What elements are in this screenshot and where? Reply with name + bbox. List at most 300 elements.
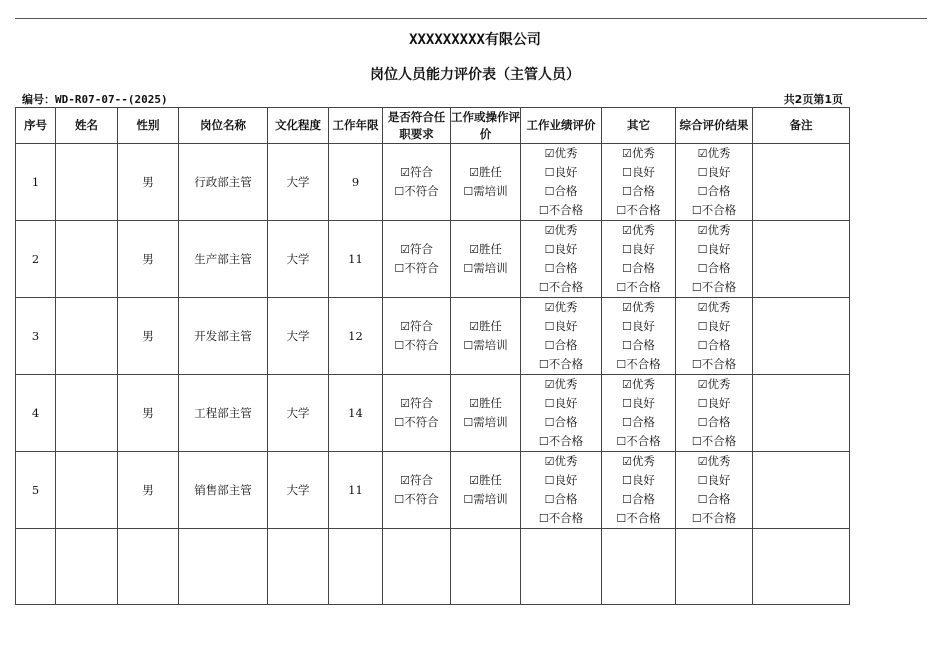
performance-option[interactable] (539, 144, 583, 163)
other-option[interactable] (616, 221, 660, 240)
performance-option-label: 不合格 (548, 280, 584, 294)
other-option-label: 合格 (631, 184, 655, 198)
checked-box-icon[interactable]: ☑ (400, 320, 410, 333)
cell-position: 行政部主管 (179, 144, 268, 221)
col-header-name: 姓名 (56, 108, 118, 144)
performance-option-label: 不合格 (548, 203, 584, 217)
cell-qualify (383, 221, 451, 298)
overall-option[interactable] (692, 394, 736, 413)
checkbox-icon[interactable]: ☐ (394, 185, 405, 198)
overall-option[interactable] (692, 259, 736, 278)
other-option[interactable] (616, 201, 660, 220)
overall-option-label: 优秀 (707, 223, 731, 237)
overall-option[interactable] (692, 317, 736, 336)
table-row (16, 298, 850, 375)
overall-option[interactable] (692, 298, 736, 317)
performance-option-label: 合格 (554, 415, 578, 429)
checkbox-icon[interactable]: ☐ (622, 185, 632, 198)
checkbox-icon[interactable]: ☐ (463, 493, 474, 506)
empty-cell[interactable] (329, 529, 383, 605)
qualify-option-label: 不符合 (404, 415, 439, 429)
checkbox-icon[interactable]: ☐ (463, 339, 474, 352)
operation-option-label: 需培训 (473, 184, 508, 198)
other-option[interactable] (616, 336, 660, 355)
cell-gender: 男 (118, 375, 179, 452)
empty-cell[interactable] (676, 529, 753, 605)
checkbox-icon[interactable]: ☐ (622, 166, 632, 179)
performance-options (539, 452, 583, 528)
overall-option-label: 不合格 (701, 357, 737, 371)
cell-overall (676, 298, 753, 375)
evaluation-table (15, 107, 850, 605)
performance-option-label: 优秀 (554, 454, 578, 468)
col-header-position: 岗位名称 (179, 108, 268, 144)
operation-option[interactable] (463, 317, 507, 336)
performance-option[interactable] (539, 490, 583, 509)
checked-box-icon[interactable]: ☑ (469, 320, 479, 333)
overall-options (692, 298, 736, 374)
checkbox-icon[interactable]: ☐ (463, 185, 474, 198)
overall-option-label: 不合格 (701, 280, 737, 294)
qualify-option-label: 符合 (409, 319, 433, 333)
overall-option[interactable] (692, 490, 736, 509)
other-option-label: 优秀 (631, 146, 655, 160)
performance-option[interactable] (539, 394, 583, 413)
other-option[interactable] (616, 452, 660, 471)
checkbox-icon[interactable]: ☐ (544, 166, 555, 179)
performance-option[interactable] (539, 375, 583, 394)
checked-box-icon[interactable]: ☑ (697, 378, 708, 391)
checkbox-icon[interactable]: ☐ (691, 358, 702, 371)
cell-education: 大学 (268, 375, 329, 452)
checked-box-icon[interactable]: ☑ (697, 301, 708, 314)
other-option-label: 良好 (631, 165, 655, 179)
operation-option[interactable] (463, 413, 507, 432)
checked-box-icon[interactable]: ☑ (400, 166, 410, 179)
checkbox-icon[interactable]: ☐ (622, 339, 632, 352)
checkbox-icon[interactable]: ☐ (697, 262, 708, 275)
empty-cell[interactable] (383, 529, 451, 605)
cell-performance (521, 375, 602, 452)
table-body (16, 144, 850, 605)
other-option[interactable] (616, 144, 660, 163)
overall-option-label: 良好 (707, 473, 731, 487)
performance-option[interactable] (539, 355, 583, 374)
col-header-qualify: 是否符合任职要求 (383, 108, 451, 144)
overall-option-label: 合格 (707, 184, 731, 198)
col-header-other: 其它 (602, 108, 676, 144)
operation-option-label: 需培训 (473, 338, 508, 352)
cell-years: 11 (329, 221, 383, 298)
operation-option[interactable] (463, 182, 507, 201)
checkbox-icon[interactable]: ☐ (463, 416, 474, 429)
other-option[interactable] (616, 509, 660, 528)
cell-education: 大学 (268, 452, 329, 529)
operation-option[interactable] (463, 240, 507, 259)
cell-no: 4 (16, 375, 56, 452)
cell-other (602, 221, 676, 298)
cell-qualify (383, 452, 451, 529)
overall-option-label: 合格 (707, 415, 731, 429)
other-option-label: 不合格 (626, 434, 661, 448)
checked-box-icon[interactable]: ☑ (544, 455, 555, 468)
checkbox-icon[interactable]: ☐ (616, 435, 627, 448)
cell-no: 1 (16, 144, 56, 221)
checked-box-icon[interactable]: ☑ (697, 455, 708, 468)
overall-option[interactable] (692, 240, 736, 259)
checkbox-icon[interactable]: ☐ (691, 281, 702, 294)
qualify-options (394, 240, 438, 278)
performance-option[interactable] (539, 452, 583, 471)
other-options (616, 221, 660, 297)
cell-education: 大学 (268, 298, 329, 375)
checkbox-icon[interactable]: ☐ (622, 243, 632, 256)
cell-other (602, 452, 676, 529)
qualify-option[interactable] (394, 163, 438, 182)
operation-option-label: 胜任 (478, 242, 502, 256)
performance-option[interactable] (539, 471, 583, 490)
checkbox-icon[interactable]: ☐ (544, 339, 555, 352)
other-option-label: 不合格 (626, 357, 661, 371)
other-option[interactable] (616, 394, 660, 413)
overall-option[interactable] (692, 163, 736, 182)
overall-option[interactable] (692, 432, 736, 451)
other-option[interactable] (616, 375, 660, 394)
checkbox-icon[interactable]: ☐ (622, 493, 632, 506)
checkbox-icon[interactable]: ☐ (394, 262, 405, 275)
checkbox-icon[interactable]: ☐ (544, 243, 555, 256)
checkbox-icon[interactable]: ☐ (463, 262, 474, 275)
checked-box-icon[interactable]: ☑ (400, 397, 410, 410)
cell-overall (676, 144, 753, 221)
other-option-label: 良好 (631, 473, 655, 487)
overall-option-label: 良好 (707, 165, 731, 179)
other-option[interactable] (616, 278, 660, 297)
other-options (616, 144, 660, 220)
performance-options (539, 221, 583, 297)
checked-box-icon[interactable]: ☑ (622, 147, 632, 160)
checkbox-icon[interactable]: ☐ (697, 185, 708, 198)
performance-options (539, 375, 583, 451)
checkbox-icon[interactable]: ☐ (622, 397, 632, 410)
col-header-performance: 工作业绩评价 (521, 108, 602, 144)
overall-option-label: 不合格 (701, 203, 737, 217)
checkbox-icon[interactable]: ☐ (697, 339, 708, 352)
performance-option-label: 良好 (554, 396, 578, 410)
other-option-label: 不合格 (626, 511, 661, 525)
checkbox-icon[interactable]: ☐ (697, 493, 708, 506)
operation-option[interactable] (463, 471, 507, 490)
other-option-label: 良好 (631, 396, 655, 410)
qualify-option-label: 符合 (409, 473, 433, 487)
checkbox-icon[interactable]: ☐ (697, 320, 708, 333)
checkbox-icon[interactable]: ☐ (538, 512, 549, 525)
overall-option-label: 合格 (707, 492, 731, 506)
checkbox-icon[interactable]: ☐ (538, 204, 549, 217)
other-option[interactable] (616, 182, 660, 201)
checked-box-icon[interactable]: ☑ (469, 166, 479, 179)
overall-options (692, 144, 736, 220)
performance-option[interactable] (539, 336, 583, 355)
checkbox-icon[interactable]: ☐ (697, 474, 708, 487)
overall-option[interactable] (692, 336, 736, 355)
page-info: 共2页第1页 (783, 93, 843, 106)
checked-box-icon[interactable]: ☑ (622, 301, 632, 314)
checked-box-icon[interactable]: ☑ (622, 455, 632, 468)
overall-option[interactable] (692, 144, 736, 163)
other-option-label: 优秀 (631, 300, 655, 314)
performance-option-label: 合格 (554, 184, 578, 198)
other-option-label: 合格 (631, 492, 655, 506)
checkbox-icon[interactable]: ☐ (616, 204, 627, 217)
performance-option-label: 良好 (554, 473, 578, 487)
performance-option[interactable] (539, 221, 583, 240)
checkbox-icon[interactable]: ☐ (394, 493, 405, 506)
checkbox-icon[interactable]: ☐ (544, 262, 555, 275)
performance-option-label: 合格 (554, 338, 578, 352)
qualify-option[interactable] (394, 394, 438, 413)
other-options (616, 375, 660, 451)
empty-cell[interactable] (268, 529, 329, 605)
overall-options (692, 375, 736, 451)
cell-performance (521, 452, 602, 529)
header-row (16, 108, 850, 144)
operation-option-label: 胜任 (478, 319, 502, 333)
qualify-option-label: 符合 (409, 165, 433, 179)
checkbox-icon[interactable]: ☐ (691, 204, 702, 217)
other-option[interactable] (616, 471, 660, 490)
performance-option-label: 合格 (554, 261, 578, 275)
other-option[interactable] (616, 355, 660, 374)
checkbox-icon[interactable]: ☐ (697, 166, 708, 179)
cell-position: 工程部主管 (179, 375, 268, 452)
qualify-option[interactable] (394, 317, 438, 336)
table-row (16, 452, 850, 529)
checked-box-icon[interactable]: ☑ (544, 378, 555, 391)
cell-years: 14 (329, 375, 383, 452)
checkbox-icon[interactable]: ☐ (394, 416, 405, 429)
cell-operation (451, 452, 521, 529)
checkbox-icon[interactable]: ☐ (538, 358, 549, 371)
qualify-option[interactable] (394, 240, 438, 259)
checked-box-icon[interactable]: ☑ (400, 243, 410, 256)
operation-option[interactable] (463, 259, 507, 278)
operation-options (463, 394, 507, 432)
empty-cell[interactable] (451, 529, 521, 605)
cell-years: 11 (329, 452, 383, 529)
checkbox-icon[interactable]: ☐ (544, 493, 555, 506)
cell-no: 5 (16, 452, 56, 529)
performance-option[interactable] (539, 413, 583, 432)
other-option[interactable] (616, 259, 660, 278)
empty-cell[interactable] (521, 529, 602, 605)
checked-box-icon[interactable]: ☑ (622, 378, 632, 391)
overall-options (692, 452, 736, 528)
checkbox-icon[interactable]: ☐ (622, 474, 632, 487)
other-option-label: 良好 (631, 319, 655, 333)
form-title: 岗位人员能力评价表（主管人员） (370, 67, 580, 83)
checked-box-icon[interactable]: ☑ (469, 474, 479, 487)
empty-cell[interactable] (179, 529, 268, 605)
performance-option-label: 不合格 (548, 357, 584, 371)
performance-options (539, 144, 583, 220)
cell-remarks (753, 144, 850, 221)
checkbox-icon[interactable]: ☐ (691, 435, 702, 448)
qualify-option[interactable] (394, 182, 438, 201)
cell-position: 开发部主管 (179, 298, 268, 375)
performance-option-label: 良好 (554, 165, 578, 179)
checked-box-icon[interactable]: ☑ (622, 224, 632, 237)
cell-overall (676, 375, 753, 452)
checked-box-icon[interactable]: ☑ (469, 243, 479, 256)
cell-name (56, 375, 118, 452)
other-option[interactable] (616, 413, 660, 432)
other-option[interactable] (616, 163, 660, 182)
checkbox-icon[interactable]: ☐ (622, 320, 632, 333)
cell-remarks (753, 452, 850, 529)
qualify-options (394, 163, 438, 201)
cell-operation (451, 375, 521, 452)
checked-box-icon[interactable]: ☑ (400, 474, 410, 487)
overall-option-label: 合格 (707, 261, 731, 275)
overall-option[interactable] (692, 452, 736, 471)
checkbox-icon[interactable]: ☐ (622, 416, 632, 429)
cell-other (602, 375, 676, 452)
performance-option[interactable] (539, 240, 583, 259)
checkbox-icon[interactable]: ☐ (544, 397, 555, 410)
checkbox-icon[interactable]: ☐ (616, 281, 627, 294)
cell-position: 销售部主管 (179, 452, 268, 529)
other-option[interactable] (616, 490, 660, 509)
performance-option[interactable] (539, 509, 583, 528)
overall-option-label: 不合格 (701, 511, 737, 525)
col-header-no: 序号 (16, 108, 56, 144)
qualify-option[interactable] (394, 336, 438, 355)
operation-option[interactable] (463, 336, 507, 355)
qualify-option-label: 符合 (409, 242, 433, 256)
col-header-years: 工作年限 (329, 108, 383, 144)
checkbox-icon[interactable]: ☐ (544, 416, 555, 429)
checked-box-icon[interactable]: ☑ (697, 147, 708, 160)
overall-option[interactable] (692, 278, 736, 297)
checked-box-icon[interactable]: ☑ (544, 301, 555, 314)
checked-box-icon[interactable]: ☑ (697, 224, 708, 237)
checkbox-icon[interactable]: ☐ (697, 416, 708, 429)
overall-option[interactable] (692, 182, 736, 201)
col-header-operation: 工作或操作评价 (451, 108, 521, 144)
checkbox-icon[interactable]: ☐ (538, 435, 549, 448)
operation-option[interactable] (463, 394, 507, 413)
operation-options (463, 317, 507, 355)
overall-option[interactable] (692, 509, 736, 528)
checked-box-icon[interactable]: ☑ (544, 147, 555, 160)
col-header-overall: 综合评价结果 (676, 108, 753, 144)
overall-option[interactable] (692, 375, 736, 394)
qualify-option[interactable] (394, 471, 438, 490)
checkbox-icon[interactable]: ☐ (697, 397, 708, 410)
qualify-option-label: 不符合 (404, 184, 439, 198)
checkbox-icon[interactable]: ☐ (544, 474, 555, 487)
overall-option[interactable] (692, 201, 736, 220)
qualify-options (394, 317, 438, 355)
performance-option[interactable] (539, 201, 583, 220)
empty-cell[interactable] (118, 529, 179, 605)
empty-cell[interactable] (16, 529, 56, 605)
performance-option[interactable] (539, 432, 583, 451)
other-options (616, 452, 660, 528)
table-row (16, 221, 850, 298)
checkbox-icon[interactable]: ☐ (394, 339, 405, 352)
checkbox-icon[interactable]: ☐ (616, 358, 627, 371)
overall-option-label: 不合格 (701, 434, 737, 448)
cell-qualify (383, 375, 451, 452)
other-option[interactable] (616, 240, 660, 259)
header-rule (15, 18, 927, 19)
qualify-option-label: 不符合 (404, 492, 439, 506)
overall-option[interactable] (692, 221, 736, 240)
overall-option[interactable] (692, 355, 736, 374)
operation-option-label: 胜任 (478, 473, 502, 487)
overall-option[interactable] (692, 471, 736, 490)
cell-education: 大学 (268, 221, 329, 298)
overall-option[interactable] (692, 413, 736, 432)
qualify-option[interactable] (394, 490, 438, 509)
performance-option-label: 不合格 (548, 434, 584, 448)
qualify-options (394, 471, 438, 509)
qualify-option[interactable] (394, 259, 438, 278)
empty-cell[interactable] (602, 529, 676, 605)
col-header-remarks: 备注 (753, 108, 850, 144)
checkbox-icon[interactable]: ☐ (616, 512, 627, 525)
other-option-label: 合格 (631, 261, 655, 275)
checkbox-icon[interactable]: ☐ (622, 262, 632, 275)
checkbox-icon[interactable]: ☐ (544, 320, 555, 333)
overall-options (692, 221, 736, 297)
performance-option-label: 不合格 (548, 511, 584, 525)
other-option[interactable] (616, 317, 660, 336)
empty-cell[interactable] (753, 529, 850, 605)
qualify-options (394, 394, 438, 432)
operation-option[interactable] (463, 163, 507, 182)
document-number: 编号：WD-R07-07--(2025) (22, 93, 168, 106)
checkbox-icon[interactable]: ☐ (538, 281, 549, 294)
overall-option-label: 优秀 (707, 454, 731, 468)
operation-options (463, 163, 507, 201)
qualify-option[interactable] (394, 413, 438, 432)
empty-cell[interactable] (56, 529, 118, 605)
operation-option[interactable] (463, 490, 507, 509)
checked-box-icon[interactable]: ☑ (544, 224, 555, 237)
other-option[interactable] (616, 298, 660, 317)
cell-other (602, 298, 676, 375)
performance-option[interactable] (539, 163, 583, 182)
performance-option[interactable] (539, 259, 583, 278)
performance-option-label: 优秀 (554, 300, 578, 314)
operation-option-label: 需培训 (473, 492, 508, 506)
cell-operation (451, 221, 521, 298)
performance-option[interactable] (539, 182, 583, 201)
checked-box-icon[interactable]: ☑ (469, 397, 479, 410)
performance-option[interactable] (539, 278, 583, 297)
performance-option[interactable] (539, 298, 583, 317)
checkbox-icon[interactable]: ☐ (544, 185, 555, 198)
checkbox-icon[interactable]: ☐ (697, 243, 708, 256)
other-option[interactable] (616, 432, 660, 451)
qualify-option-label: 不符合 (404, 338, 439, 352)
checkbox-icon[interactable]: ☐ (691, 512, 702, 525)
performance-option[interactable] (539, 317, 583, 336)
cell-overall (676, 452, 753, 529)
